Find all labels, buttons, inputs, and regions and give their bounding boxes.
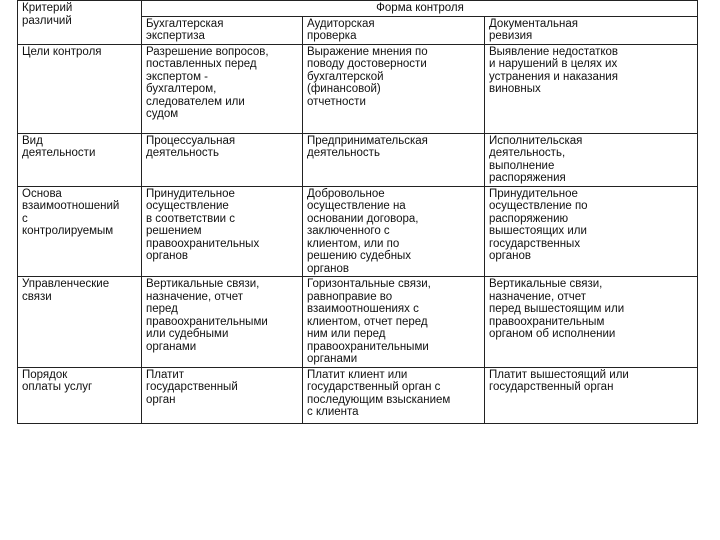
table-cell: Принудительное осуществление в соответствии с решением правоохранительных органов (142, 186, 303, 277)
table-cell: Вертикальные связи, назначение, отчет перед вышестоящим или правоохранительным органом об исполнении (485, 277, 698, 368)
table-cell: Принудительное осуществление по распоряжению вышестоящих или государственных органов (485, 186, 698, 277)
table-cell: Добровольное осуществление на основании договора, заключенного с клиентом, или по решению судебных органов (303, 186, 485, 277)
row-criterion: Основа взаимоотношений с контролируемым (18, 186, 142, 277)
table-cell: Исполнительская деятельность, выполнение распоряжения (485, 133, 698, 186)
table-cell: Вертикальные связи, назначение, отчет перед правоохранительными или судебными органами (142, 277, 303, 368)
table-cell: Платит государственный орган (142, 367, 303, 423)
table-cell: Выявление недостатков и нарушений в целях их устранения и наказания виновных (485, 44, 698, 133)
row-criterion: Порядок оплаты услуг (18, 367, 142, 423)
table-cell: Процессуальная деятельность (142, 133, 303, 186)
header-form-of-control: Форма контроля (142, 1, 698, 17)
table-cell: Платит клиент или государственный орган с последующим взысканием с клиента (303, 367, 485, 423)
table-cell: Предпринимательская деятельность (303, 133, 485, 186)
header-audit-check: Аудиторская проверка (303, 16, 485, 44)
header-accounting-expertise: Бухгалтерская экспертиза (142, 16, 303, 44)
row-criterion: Вид деятельности (18, 133, 142, 186)
table-cell: Выражение мнения по поводу достоверности бухгалтерской (финансовой) отчетности (303, 44, 485, 133)
table-cell: Горизонтальные связи, равноправие во взаимоотношениях с клиентом, отчет перед ним или перед правоохранительными органами (303, 277, 485, 368)
row-criterion: Цели контроля (18, 44, 142, 133)
header-criterion: Критерий различий (18, 1, 142, 45)
table-cell: Разрешение вопросов, поставленных перед экспертом - бухгалтером, следователем или судом (142, 44, 303, 133)
table-row (18, 186, 698, 277)
row-criterion: Управленческие связи (18, 277, 142, 368)
comparison-table (17, 0, 698, 424)
header-row (18, 1, 698, 17)
table-row (18, 133, 698, 186)
table-row (18, 367, 698, 423)
table-row (18, 277, 698, 368)
header-documentary-revision: Документальная ревизия (485, 16, 698, 44)
table-cell: Платит вышестоящий или государственный орган (485, 367, 698, 423)
table-row (18, 44, 698, 133)
